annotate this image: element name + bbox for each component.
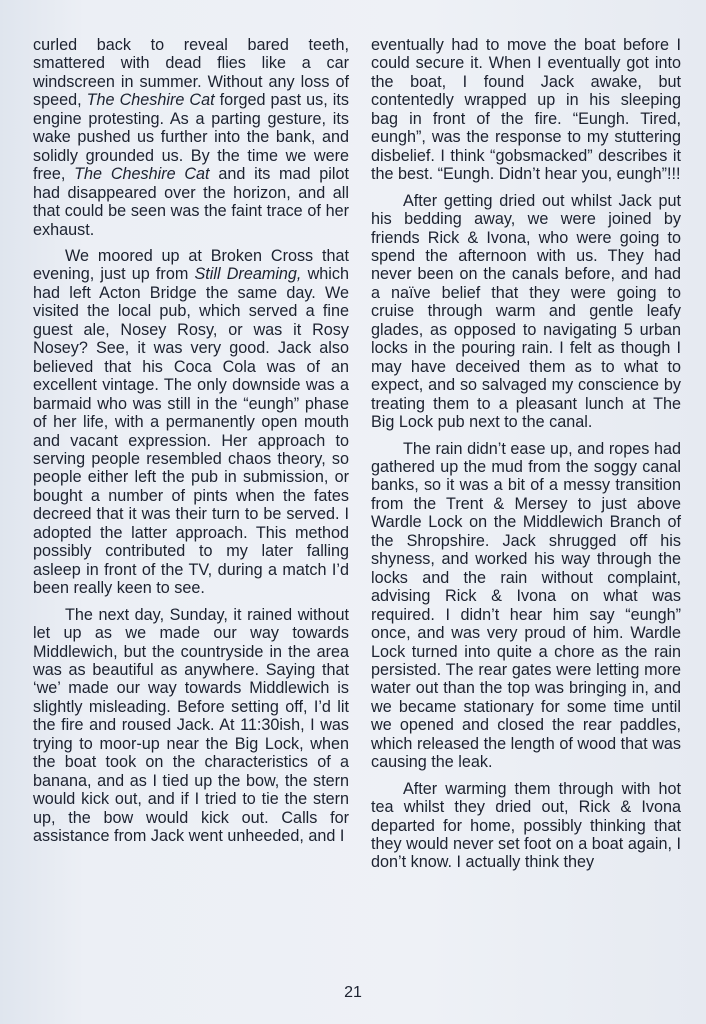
paragraph: The rain didn’t ease up, and ropes had gathered up the mud from the soggy canal banks, so it was a bit of a messy transition from the Trent & Mersey to just above Wardle Lock on the Middlewich Branch of the Shropshire. Jack shrugged off his shyness, and worked his way through the locks and the rain without complaint, advising Rick & Ivona on what was required. I didn’t hear him say “eungh” once, and was very proud of him. Wardle Lock turned into quite a chore as the rain persisted. The rear gates were letting more water out than the top was bringing in, and we became stationary for some time until we opened and closed the rear paddles, which released the length of wood that was causing the leak. bbox=[371, 439, 681, 772]
boat-name: The Cheshire Cat bbox=[74, 165, 210, 184]
left-text-column bbox=[33, 36, 349, 853]
page-number: 21 bbox=[344, 984, 362, 1001]
paragraph: curled back to reveal bared teeth, smattered with dead flies like a car windscreen in summer. Without any loss of speed, The Cheshire Cat forged past us, its engine protesting. As a parting gesture, its wake pushed us further into the bank, and solidly grounded us. By the time we were free, The Cheshire Cat and its mad pilot had disappeared over the horizon, and all that could be seen was the faint trace of her exhaust. bbox=[33, 36, 349, 239]
paragraph: The next day, Sunday, it rained without let up as we made our way towards Middlewich, but the countryside in the area was as beautiful as anywhere. Saying that ‘we’ made our way towards Middlewich is slightly misleading. Before setting off, I’d lit the fire and roused Jack. At 11:30ish, I was trying to moor-up near the Big Lock, when the boat took on the characteristics of a banana, and as I tied up the bow, the stern would kick out, and if I tried to tie the stern up, the bow would kick out. Calls for assistance from Jack went unheeded, and I bbox=[33, 605, 349, 846]
paragraph: We moored up at Broken Cross that evening, just up from Still Dreaming, which had left Acton Bridge the same day. We visited the local pub, which served a fine guest ale, Nosey Rosy, or was it Rosy Nosey? See, it was very good. Jack also believed that his Coca Cola was of an excellent vintage. The only downside was a barmaid who was still in the “eungh” phase of her life, with a permanently open mouth and vacant expression. Her approach to serving people resembled chaos theory, so people either left the pub in submission, or bought a number of pints when the fates decreed that it was their turn to be served. I adopted the latter approach. This method possibly contributed to my later falling asleep in front of the TV, during a match I’d been really keen to see. bbox=[33, 246, 349, 598]
paragraph: After getting dried out whilst Jack put his bedding away, we were joined by friends Rick & Ivona, who were going to spend the afternoon with us. They had never been on the canals before, and had a naïve belief that they were going to cruise through warm and gentle leafy glades, as opposed to navigating 5 urban locks in the pouring rain. I felt as though I may have deceived them as to what to expect, and so salvaged my conscience by treating them to a pleasant lunch at The Big Lock pub next to the canal. bbox=[371, 191, 681, 432]
boat-name: Still Dreaming, bbox=[194, 265, 302, 284]
right-text-column bbox=[371, 36, 681, 880]
paragraph: eventually had to move the boat before I could secure it. When I eventually got into the boat, I found Jack awake, but contentedly wrapped up in his sleeping bag in front of the fire. “Eungh. Tired, eungh”, was the response to my stuttering disbelief. I think “gobsmacked” describes it the best. “Eungh. Didn’t hear you, eungh”!!! bbox=[371, 36, 681, 184]
paragraph: After warming them through with hot tea whilst they dried out, Rick & Ivona departed for home, possibly thinking that they would never set foot on a boat again, I don’t know. I actually think they bbox=[371, 779, 681, 872]
boat-name: The Cheshire Cat bbox=[86, 91, 215, 110]
